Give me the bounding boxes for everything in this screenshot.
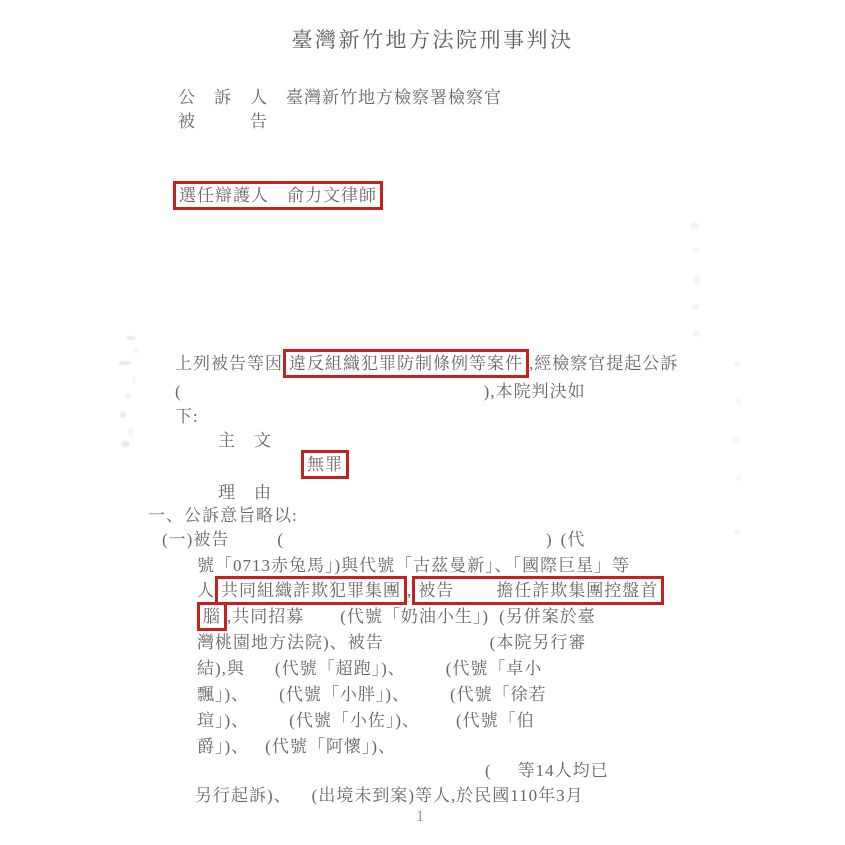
intro-pre-text: 上列被告等因 <box>175 354 283 373</box>
scan-artifact <box>132 376 136 384</box>
sub-one-head-text: (一)被告 <box>162 530 230 549</box>
verdict-line <box>301 453 349 477</box>
codename-line-text: 號「0713赤兔馬」)與代號「古茲曼新」、「國際巨星」等 <box>197 556 631 575</box>
redacted-blank <box>292 799 312 801</box>
scan-artifact <box>134 348 138 354</box>
l6-b-text: (代號「超跑」)、 <box>274 659 406 678</box>
page-number: 1 <box>416 808 424 825</box>
reason-heading-text: 理 由 <box>218 483 272 502</box>
redacted-blank <box>384 646 490 648</box>
main-text-heading <box>218 429 272 453</box>
l10-b-text: 等14人均已 <box>517 761 609 780</box>
redacted-blank <box>420 724 456 726</box>
l7-c-text: (代號「徐若 <box>450 685 547 704</box>
scan-artifact <box>124 394 132 399</box>
l10-a-text: ( <box>485 761 492 780</box>
ringleader-wrap-highlight: 腦 <box>197 602 227 631</box>
sub-item-line-8 <box>197 709 535 733</box>
reason-heading-line <box>218 481 272 505</box>
ringleader-highlight <box>412 576 664 605</box>
intro-next-text: 下: <box>175 407 199 426</box>
sub-item-line-7 <box>197 683 547 707</box>
redacted-blank <box>182 395 484 397</box>
sub-item-line-4 <box>197 605 596 629</box>
l4-c-text: (另併案於臺 <box>499 607 596 626</box>
sub-item-line-10 <box>197 759 609 783</box>
intro-continue-line <box>175 405 199 429</box>
redacted-blank <box>249 724 289 726</box>
scan-artifact <box>736 398 741 404</box>
sub-item-line-6 <box>197 657 542 681</box>
sub-item-line-3 <box>197 579 664 603</box>
ringleader-post-text: 擔任詐欺集團控盤首 <box>496 581 659 600</box>
l6-c-text: (代號「卓小 <box>445 659 543 678</box>
ringleader-pre-text: 被告 <box>418 581 455 600</box>
paren-open-text: ( <box>175 382 182 401</box>
l5-a-text: 灣桃園地方法院)、被告 <box>197 633 384 652</box>
scan-artifact <box>736 476 741 481</box>
defense-counsel-highlight: 選任辯護人 俞力文律師 <box>173 181 383 210</box>
l9-a-text: 爵」)、 <box>197 737 250 756</box>
reason-item-one <box>148 504 298 528</box>
redacted-blank <box>489 620 499 622</box>
scan-artifact <box>692 248 700 253</box>
sub-item-line-9 <box>197 735 396 759</box>
l8-c-text: (代號「伯 <box>456 711 535 730</box>
sub-one-open-paren: ( <box>277 530 284 549</box>
l8-b-text: (代號「小佐」)、 <box>289 711 420 730</box>
l5-b-text: (本院另行審 <box>489 633 587 652</box>
l7-a-text: 飄」)、 <box>197 685 250 704</box>
l4-b-text: (代號「奶油小生」) <box>340 607 490 626</box>
l3-pre-text: 人 <box>197 581 215 600</box>
scan-artifact <box>733 438 739 443</box>
redacted-blank <box>249 750 265 752</box>
intro-line <box>175 352 678 376</box>
charge-highlight: 違反組織犯罪防制條例等案件 <box>283 349 529 378</box>
l6-a-text: 結),與 <box>197 659 245 678</box>
defense-counsel-line <box>173 184 383 208</box>
sub-one-close-paren: ) <box>546 530 553 549</box>
intro-post-text: ,經檢察官提起公訴 <box>529 354 679 373</box>
scan-artifact <box>121 441 130 447</box>
l9-b-text: (代號「阿懷」)、 <box>265 737 396 756</box>
scan-artifact <box>734 362 740 367</box>
l4-a-text: ,共同招募 <box>227 607 305 626</box>
redacted-blank <box>492 774 518 776</box>
defendant-line <box>178 110 268 134</box>
redacted-paren-line <box>175 380 586 404</box>
defendant-label: 被 告 <box>178 112 268 131</box>
paren-close-text: ),本院判決如 <box>483 382 586 401</box>
redacted-blank <box>553 543 561 545</box>
scan-artifact <box>118 361 132 365</box>
redacted-blank <box>406 672 446 674</box>
scan-artifact <box>694 276 700 284</box>
main-heading-text: 主 文 <box>218 431 272 450</box>
scan-artifact <box>693 330 700 337</box>
prosecutor-line <box>178 86 502 110</box>
page-title: 臺灣新竹地方法院刑事判決 <box>291 28 574 52</box>
scan-artifact <box>734 530 740 535</box>
prosecutor-text: 公 訴 人 臺灣新竹地方檢察署檢察官 <box>178 88 502 107</box>
reason-item-one-text: 一、公訴意旨略以: <box>148 506 298 525</box>
redacted-blank <box>197 774 485 776</box>
sub-item-line-2 <box>197 554 630 578</box>
l7-b-text: (代號「小胖」)、 <box>279 685 410 704</box>
scan-artifact <box>128 428 133 437</box>
l11-a-text: 另行起訴)、 <box>195 786 292 805</box>
verdict-highlight: 無罪 <box>301 450 349 479</box>
l3-comma-text: , <box>407 581 413 600</box>
scan-artifact <box>126 336 136 340</box>
redacted-blank <box>454 594 496 596</box>
l8-a-text: 瑄」)、 <box>197 711 250 730</box>
sub-item-line-11 <box>195 784 584 808</box>
redacted-blank <box>245 672 275 674</box>
scan-artifact <box>120 412 126 418</box>
fraud-org-highlight: 共同組織詐欺犯罪集團 <box>215 576 407 605</box>
l11-b-text: (出境未到案)等人,於民國110年3月 <box>311 786 584 805</box>
redacted-blank <box>249 698 279 700</box>
redacted-blank <box>304 620 340 622</box>
redacted-blank <box>229 543 277 545</box>
sub-one-tail-text: (代 <box>560 530 586 549</box>
sub-item-line-1 <box>162 528 585 552</box>
redacted-blank <box>284 543 546 545</box>
sub-item-line-5 <box>197 631 586 655</box>
scan-artifact <box>690 222 699 229</box>
redacted-blank <box>410 698 450 700</box>
scan-artifact <box>692 304 699 310</box>
